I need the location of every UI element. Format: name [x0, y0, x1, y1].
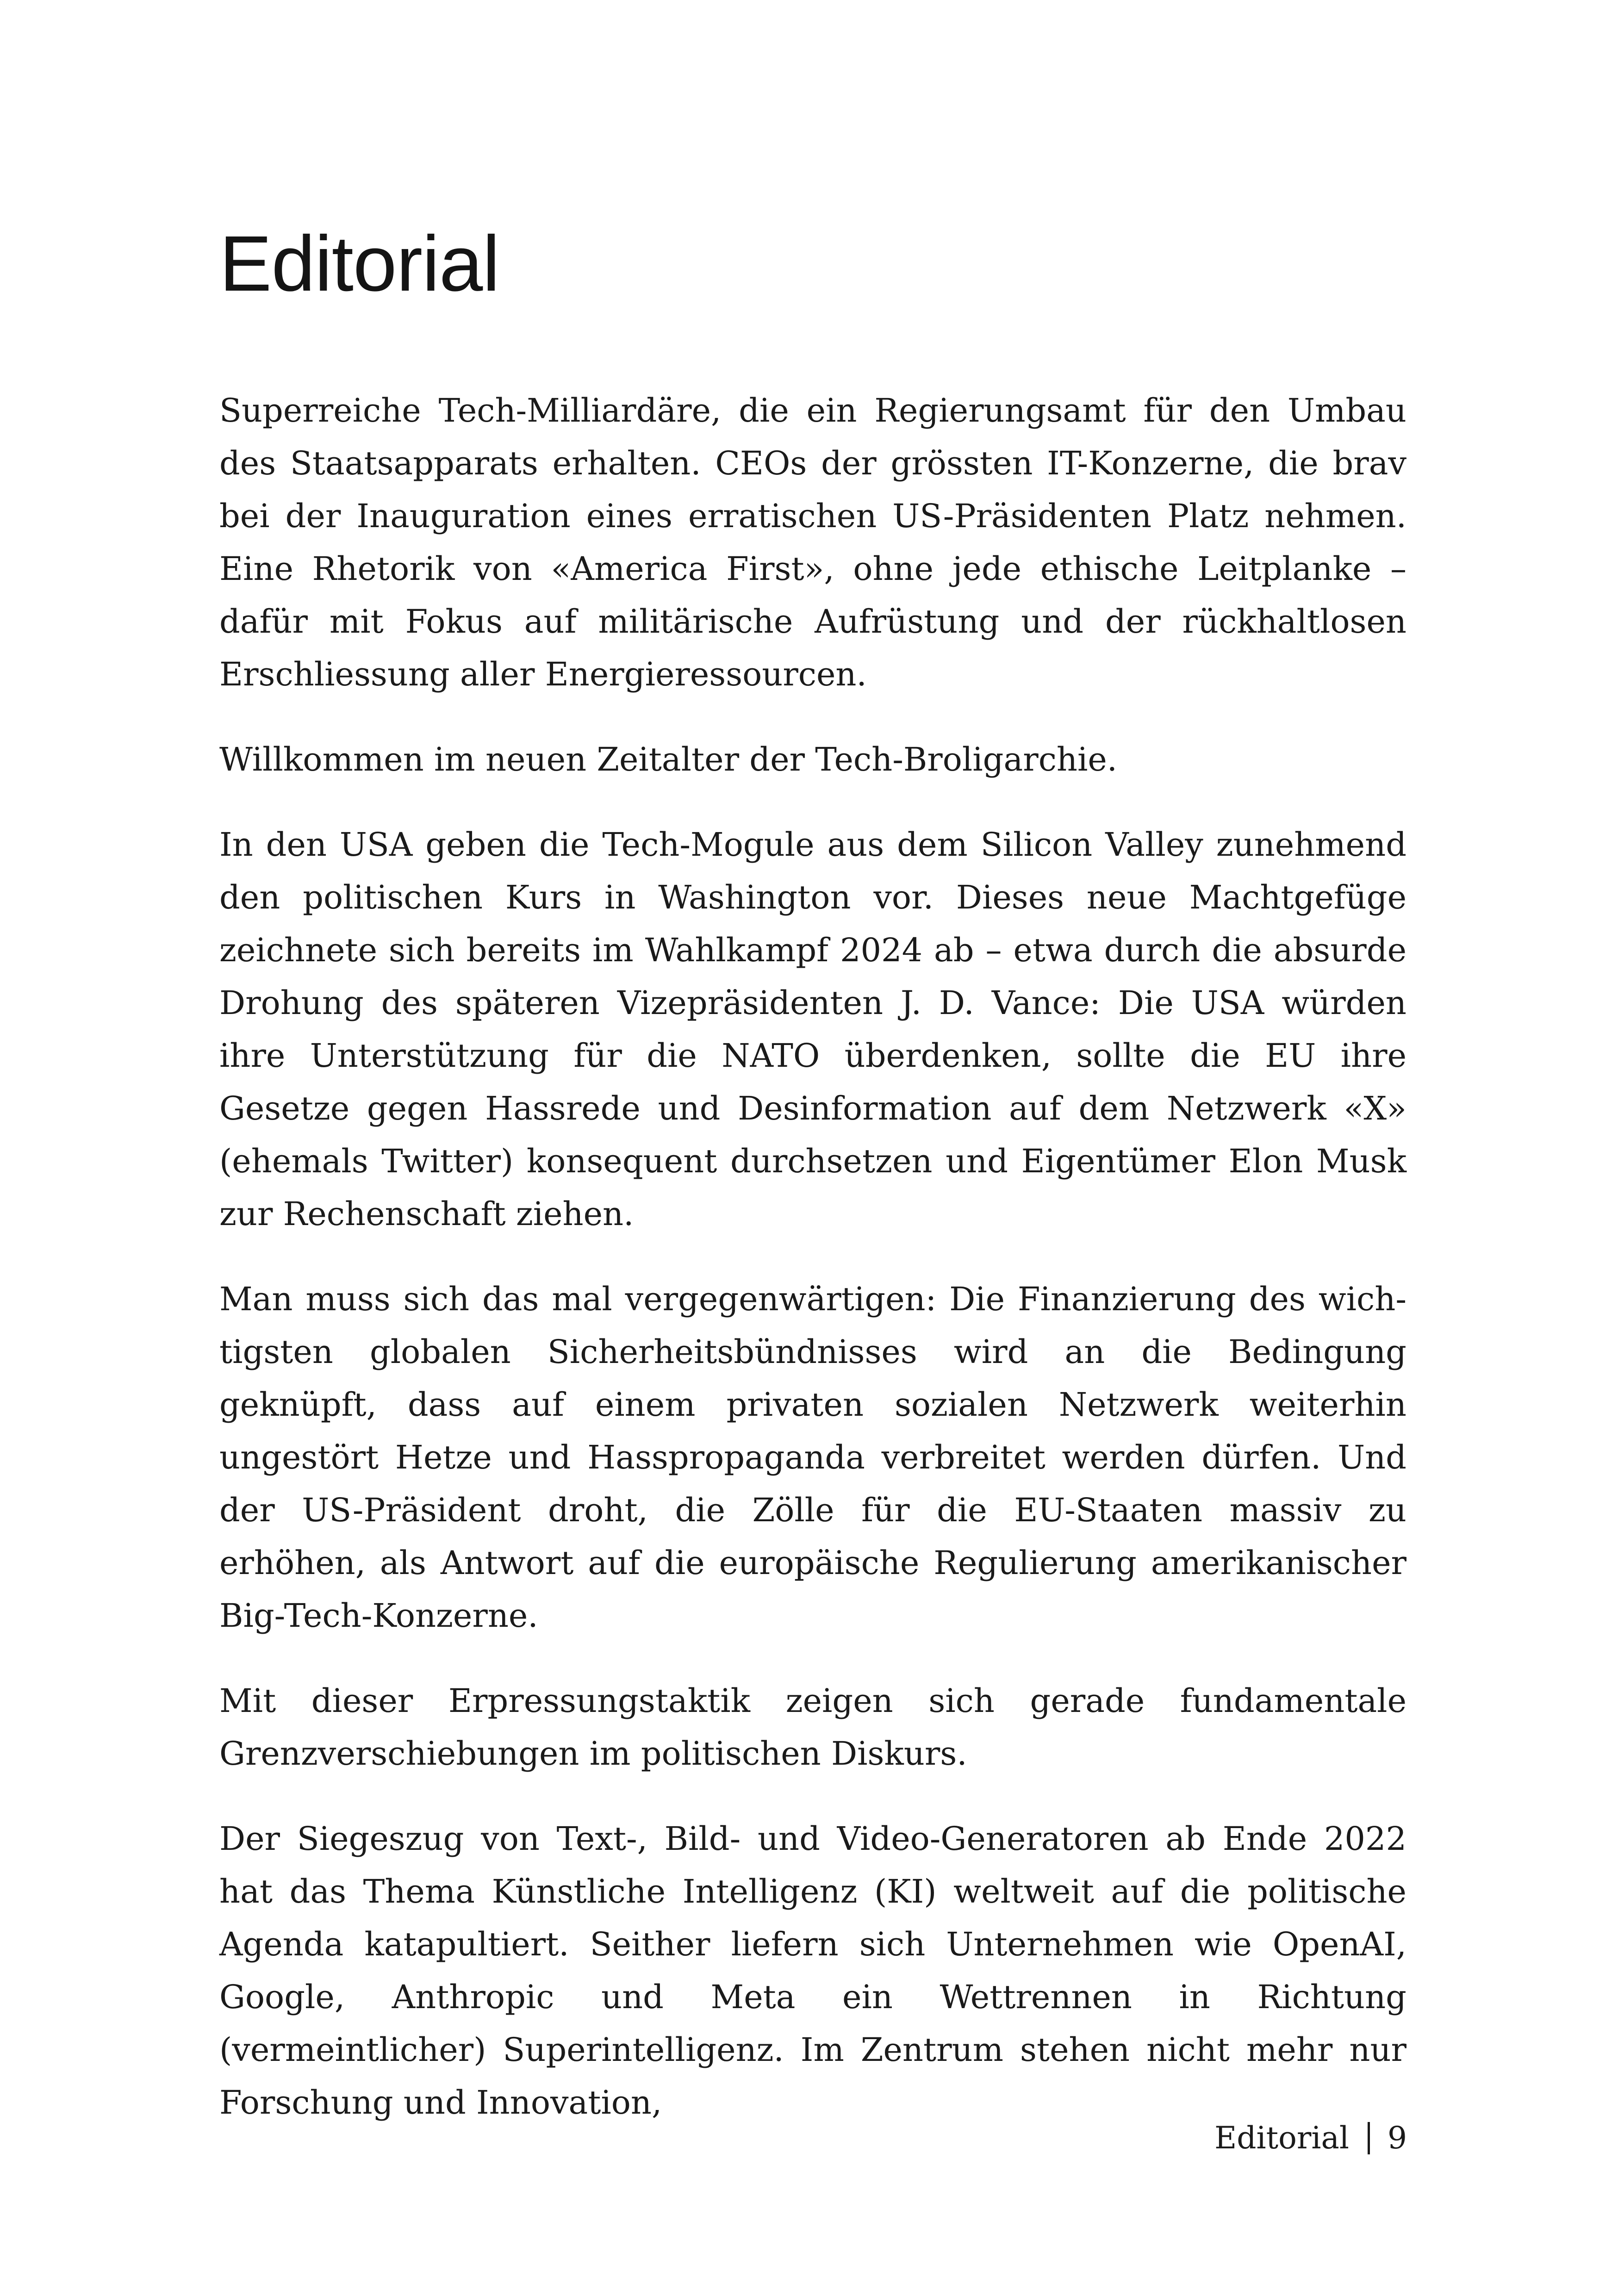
page-title: Editorial — [219, 220, 500, 308]
paragraph: Superreiche Tech-Milliardäre, die ein Regierungsamt für den Umbau des Staatsapparats erhalten. CEOs der grössten IT-Konzerne, die brav bei der Inauguration eines erratischen US-Präsidenten Platz nehmen. Eine Rhetorik von «America First», ohne jede ethische Leitplanke – dafür mit Fokus auf militärische Aufrüstung und der rückhaltlosen Erschliessung aller Energieressourcen. — [219, 392, 1406, 693]
paragraph: Man muss sich das mal vergegenwärtigen: Die Finanzierung des wichtigsten globalen Sicherheitsbündnisses wird an die Bedingung geknüpft, dass auf einem privaten sozialen Netzwerk weiterhin ungestört Hetze und Hasspropaganda verbreitet werden dürfen. Und der US-Präsident droht, die Zölle für die EU-Staaten massiv zu erhöhen, als Antwort auf die europäische Regulierung amerikanischer Big-Tech-Konzerne. — [219, 1280, 1406, 1635]
page-number: 9 — [1388, 2120, 1407, 2156]
editorial-body — [219, 384, 1406, 2129]
page-footer — [1214, 2115, 1407, 2161]
paragraph: In den USA geben die Tech-Mogule aus dem Silicon Valley zunehmend den politischen Kurs in Washington vor. Dieses neue Machtgefüge zeichnete sich bereits im Wahlkampf 2024 ab – etwa durch die absurde Drohung des späteren Vizepräsidenten J. D. Vance: Die USA würden ihre Unterstützung für die NATO überdenken, sollte die EU ihre Gesetze gegen Hassrede und Desinformation auf dem Netzwerk «X» (ehemals Twitter) konsequent durchsetzen und Eigentümer Elon Musk zur Rechenschaft ziehen. — [219, 826, 1406, 1233]
footer-divider — [1368, 2122, 1370, 2154]
paragraph: Der Siegeszug von Text-, Bild- und Video-Generatoren ab Ende 2022 hat das Thema Künstliche Intelligenz (KI) weltweit auf die politische Agenda katapultiert. Seither liefern sich Unternehmen wie OpenAI, Google, Anthropic und Meta ein Wettrennen in Richtung (vermeintlicher) Superintelligenz. Im Zentrum stehen nicht mehr nur Forschung und Innovation, — [219, 1820, 1406, 2122]
footer-section-label: Editorial — [1214, 2120, 1349, 2156]
paragraph: Mit dieser Erpressungstaktik zeigen sich gerade fundamentale Grenzverschiebungen im politischen Diskurs. — [219, 1682, 1406, 1773]
paragraph: Willkommen im neuen Zeitalter der Tech-Broligarchie. — [219, 740, 1118, 778]
